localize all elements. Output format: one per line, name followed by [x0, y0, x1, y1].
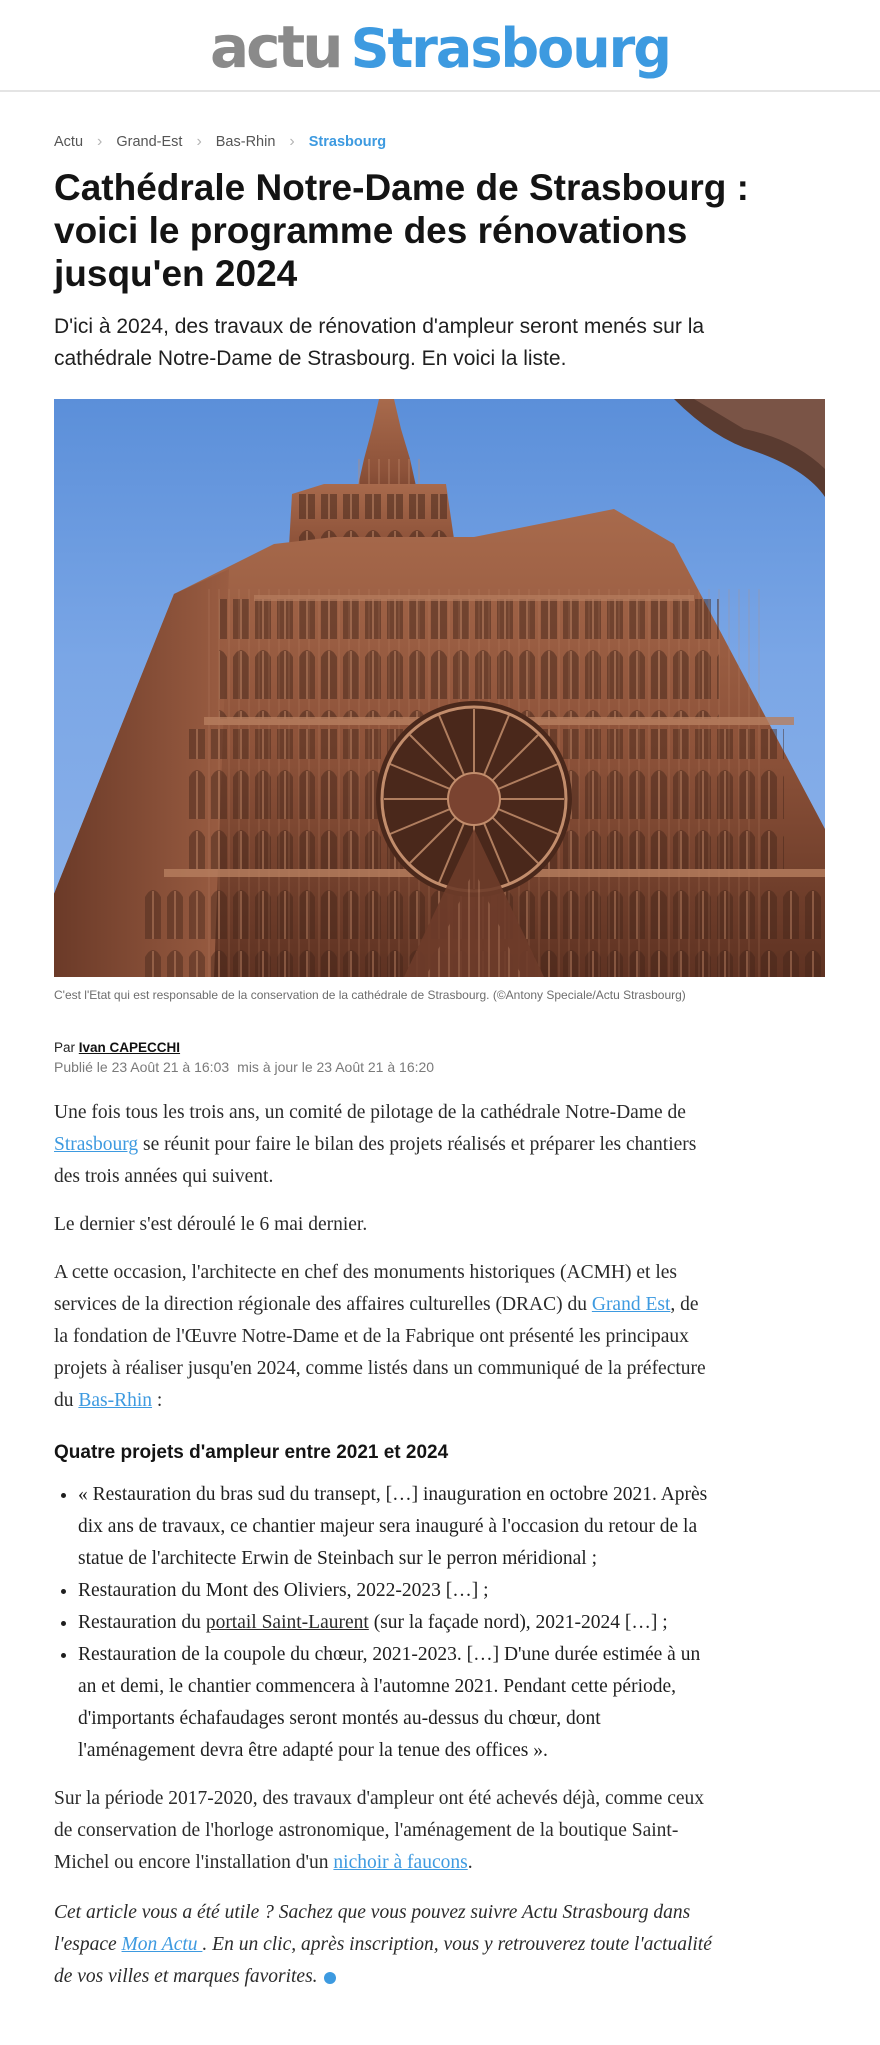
text: : [152, 1390, 163, 1411]
text: Cet article vous a été utile ? Sachez que vous pouvez suivre Actu Strasbourg dans l'espace [54, 1902, 691, 1955]
breadcrumb [54, 132, 826, 152]
paragraph [54, 1097, 714, 1193]
publication-dates [54, 1059, 826, 1075]
text: (sur la façade nord), 2021-2024 […] ; [368, 1612, 668, 1633]
text: A cette occasion, l'architecte en chef des monuments historiques (ACMH) et les services de la direction régionale des affaires culturelles (DRAC) du [54, 1262, 677, 1315]
end-dot-icon [324, 1972, 336, 1984]
article-lead: D'ici à 2024, des travaux de rénovation d'ampleur seront menés sur la cathédrale Notre-Dame de Strasbourg. En voici la liste. [54, 315, 705, 370]
byline [54, 1040, 826, 1055]
paragraph [54, 1783, 714, 1879]
logo-city-text: Strasbourg [350, 17, 670, 80]
list-item: • Restauration de la coupole du chœur, 2021-2023. […] D'une durée estimée à un an et demi, le chantier commencera à l'automne 2021. Pendant cette période, d'importants échafaudages seront montés au-dessus du chœur, dont l'aménagement devra être adapté pour la tenue des offices ». [78, 1639, 714, 1767]
breadcrumb-item-grand-est[interactable]: Grand-Est [116, 134, 183, 150]
article-body [54, 1097, 714, 1993]
section-heading: Quatre projets d'ampleur entre 2021 et 2024 [54, 1442, 449, 1463]
text: Restauration du [78, 1612, 206, 1633]
link-mon-actu[interactable]: Mon Actu [121, 1934, 203, 1955]
chevron-right-icon: › [289, 133, 295, 150]
paragraph [54, 1257, 714, 1417]
list-item [78, 1607, 714, 1639]
breadcrumb-item-actu[interactable]: Actu [54, 134, 84, 150]
breadcrumb-item-strasbourg[interactable]: Strasbourg [308, 134, 387, 150]
site-header [0, 0, 880, 92]
list-item: • « Restauration du bras sud du transept, […] inauguration en octobre 2021. Après dix ans de travaux, ce chantier majeur sera inauguré à l'occasion du retour de la statue de l'architecte Erwin de Steinbach sur le perron méridional ; [78, 1479, 714, 1575]
logo-actu-text: actu [210, 13, 341, 81]
breadcrumb-item-bas-rhin[interactable]: Bas-Rhin [215, 134, 276, 150]
text: , de la fondation de l'Œuvre Notre-Dame et de la Fabrique ont présenté les principaux projets à réaliser jusqu'en 2024, comme listés dans un communiqué de la préfecture du [54, 1294, 706, 1411]
cathedral-illustration [54, 399, 825, 977]
chevron-right-icon: › [97, 133, 103, 150]
image-caption: C'est l'Etat qui est responsable de la conservation de la cathédrale de Strasbourg. (©Antony Speciale/Actu Strasbourg) [54, 988, 686, 1002]
text: Une fois tous les trois ans, un comité de pilotage de la cathédrale Notre-Dame de [54, 1102, 686, 1123]
published-date: Publié le 23 Août 21 à 16:03 [54, 1059, 230, 1075]
author-link[interactable]: Ivan CAPECCHI [78, 1040, 181, 1055]
text: Sur la période 2017-2020, des travaux d'ampleur ont été achevés déjà, comme ceux de conservation de l'horloge astronomique, l'aménagement de la boutique Saint-Michel ou encore l'installation d'un [54, 1788, 705, 1873]
projects-list [54, 1479, 714, 1767]
updated-date: mis à jour le 23 Août 21 à 16:20 [237, 1059, 435, 1075]
link-portail-saint-laurent[interactable]: portail Saint-Laurent [205, 1612, 369, 1633]
follow-notice [54, 1897, 714, 1993]
link-strasbourg[interactable]: Strasbourg [54, 1134, 139, 1155]
article-title: Cathédrale Notre-Dame de Strasbourg : voici le programme des rénovations jusqu'en 2024 [54, 167, 749, 294]
site-logo[interactable] [210, 10, 670, 80]
article-content [0, 132, 880, 1993]
text: se réunit pour faire le bilan des projets réalisés et préparer les chantiers des trois années qui suivent. [54, 1134, 697, 1187]
list-item: • Restauration du Mont des Oliviers, 2022-2023 […] ; [78, 1575, 714, 1607]
text: . En un clic, après inscription, vous y retrouverez toute l'actualité de vos villes et marques favorites. [54, 1934, 712, 1987]
link-grand-est[interactable]: Grand Est [591, 1294, 671, 1315]
cathedral-photo [54, 399, 825, 977]
chevron-right-icon: › [196, 133, 202, 150]
paragraph: Le dernier s'est déroulé le 6 mai dernier. [54, 1214, 368, 1235]
link-bas-rhin[interactable]: Bas-Rhin [78, 1390, 153, 1411]
article-figure [54, 399, 826, 1002]
text: . [467, 1852, 473, 1873]
byline-prefix: Par [54, 1040, 76, 1055]
link-nichoir-a-faucons[interactable]: nichoir à faucons [333, 1852, 468, 1873]
